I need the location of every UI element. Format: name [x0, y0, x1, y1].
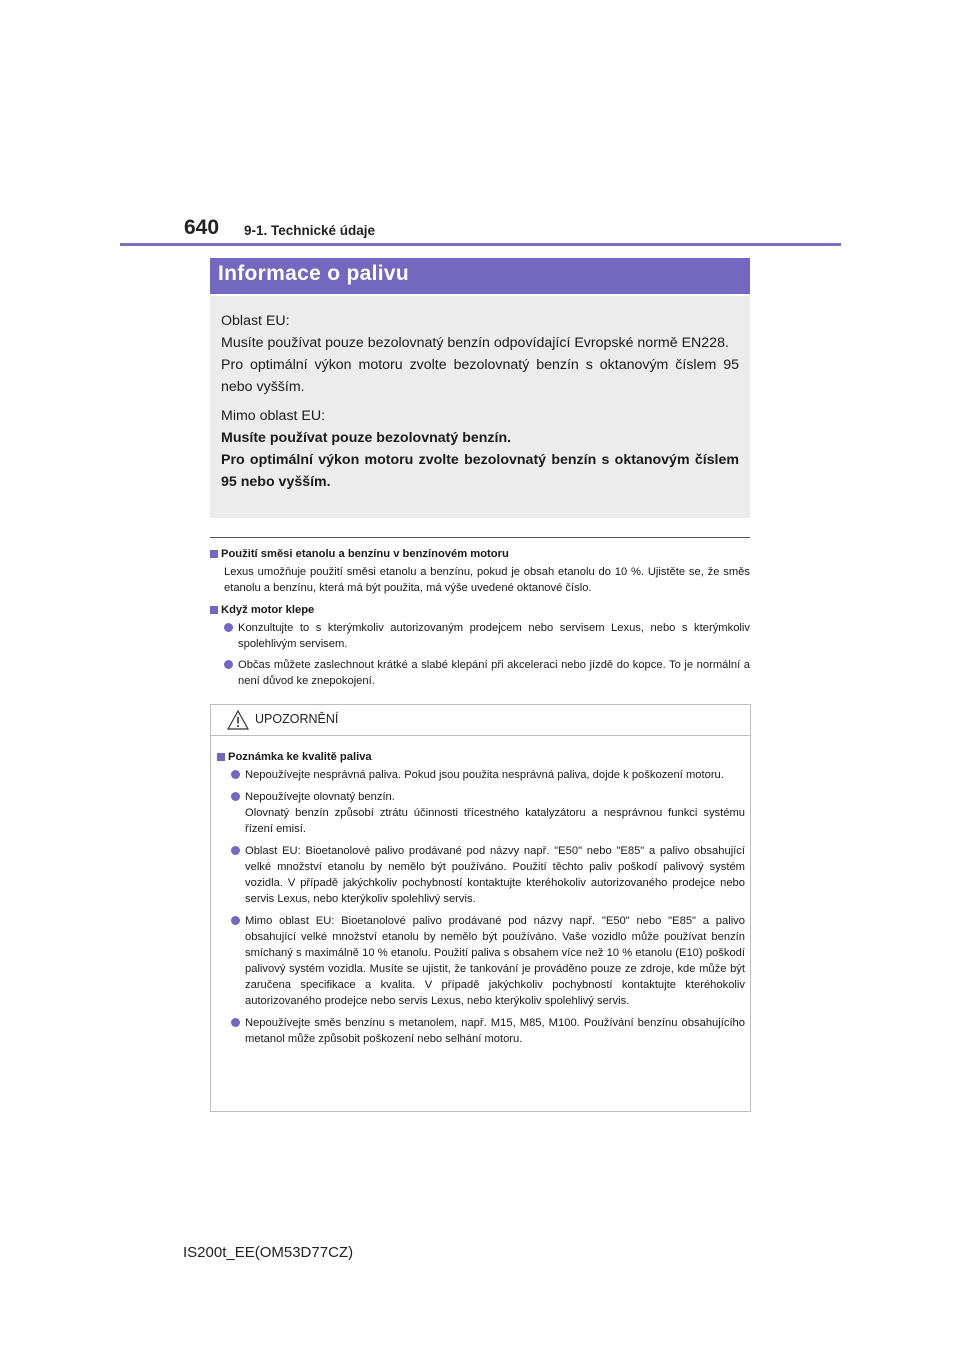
warning-box — [210, 704, 751, 1112]
list-item: Nepoužívejte olovnatý benzín. Olovnatý benzín způsobí ztrátu účinnosti třícestného katalyzátoru a nesprávnou funkci systému řízení emisí. — [231, 789, 745, 837]
round-bullet-icon — [231, 770, 240, 779]
round-bullet-icon — [224, 660, 233, 669]
info-line-eu: Oblast EU: — [221, 313, 290, 329]
page-title: Informace o palivu — [218, 262, 409, 285]
round-bullet-icon — [231, 846, 240, 855]
title-bar — [210, 258, 750, 294]
list-item: Občas můžete zaslechnout krátké a slabé klepání při akceleraci nebo jízdě do kopce. To je normální a není důvod ke znepokojení. — [224, 657, 750, 689]
warning-header — [211, 705, 750, 736]
info-line-eu-norm: Musíte používat pouze bezolovnatý benzín odpovídající Evropské normě EN228. — [221, 335, 729, 351]
notes-section — [210, 546, 750, 694]
round-bullet-icon — [224, 623, 233, 632]
page-number: 640 — [184, 216, 220, 239]
note-heading-ethanol: Použití směsi etanolu a benzínu v benzínovém motoru — [210, 546, 750, 562]
list-item: Nepoužívejte směs benzínu s metanolem, např. M15, M85, M100. Používání benzínu obsahujícího metanol může způsobit poškození nebo selhání motoru. — [231, 1015, 745, 1047]
list-item: Oblast EU: Bioetanolové palivo prodávané pod názvy např. "E50" nebo "E85" a palivo obsahující velké množství etanolu by nemělo být používáno. Použití těchto paliv poškodí palivový systém vozidla. V případě jakýchkoliv pochybností kontaktujte kteréhokoliv autorizovaného prodejce nebo servis Lexus, nebo kterýkoliv spolehlivý servis. — [231, 843, 745, 907]
note-text-ethanol: Lexus umožňuje použití směsi etanolu a benzínu, pokud je obsah etanolu do 10 %. Ujistěte se, že směs etanolu a benzínu, která má být použita, má výše uvedené oktanové číslo. — [224, 566, 750, 594]
header-rule — [120, 243, 841, 246]
info-line-eu-octane: Pro optimální výkon motoru zvolte bezolovnatý benzín s oktanovým číslem 95 nebo vyšším. — [221, 357, 739, 395]
warning-label: UPOZORNĚNÍ — [255, 712, 339, 726]
round-bullet-icon — [231, 792, 240, 801]
square-bullet-icon — [217, 753, 225, 761]
warning-heading: Poznámka ke kvalitě paliva — [217, 749, 745, 765]
square-bullet-icon — [210, 550, 218, 558]
document-code: IS200t_EE(OM53D77CZ) — [183, 1244, 354, 1261]
fuel-info-box — [210, 296, 750, 518]
round-bullet-icon — [231, 916, 240, 925]
round-bullet-icon — [231, 1018, 240, 1027]
list-item: Nepoužívejte nesprávná paliva. Pokud jsou použita nesprávná paliva, dojde k poškození motoru. — [231, 767, 745, 783]
list-item: Mimo oblast EU: Bioetanolové palivo prodávané pod názvy např. "E50" nebo "E85" a palivo obsahující velké množství etanolu by nemělo být používáno. Vaše vozidlo může používat benzín smíchaný s maximálně 10 % etanolu. Použití paliva s obsahem více než 10 % etanolu (E10) poškodí palivový systém vozidla. Musíte se ujistit, že tankování je prováděno pouze ze zdroje, kde může být zaručena specifikace a kvalita. V případě jakýchkoliv pochybností kontaktujte kteréhokoliv autorizovaného prodejce nebo servis Lexus, nebo kterýkoliv spolehlivý servis. — [231, 913, 745, 1009]
info-line-non-eu-octane: Pro optimální výkon motoru zvolte bezolovnatý benzín s oktanovým číslem 95 nebo vyšším. — [221, 452, 739, 490]
note-heading-knock: Když motor klepe — [210, 602, 750, 618]
info-line-non-eu: Mimo oblast EU: — [221, 408, 326, 424]
divider — [210, 537, 750, 538]
info-line-non-eu-unleaded: Musíte používat pouze bezolovnatý benzín. — [221, 430, 512, 446]
list-item: Konzultujte to s kterýmkoliv autorizovaným prodejcem nebo servisem Lexus, nebo s kterýmkoliv spolehlivým servisem. — [224, 620, 750, 652]
square-bullet-icon — [210, 606, 218, 614]
section-title: 9-1. Technické údaje — [244, 223, 376, 238]
warning-triangle-icon — [227, 710, 249, 730]
